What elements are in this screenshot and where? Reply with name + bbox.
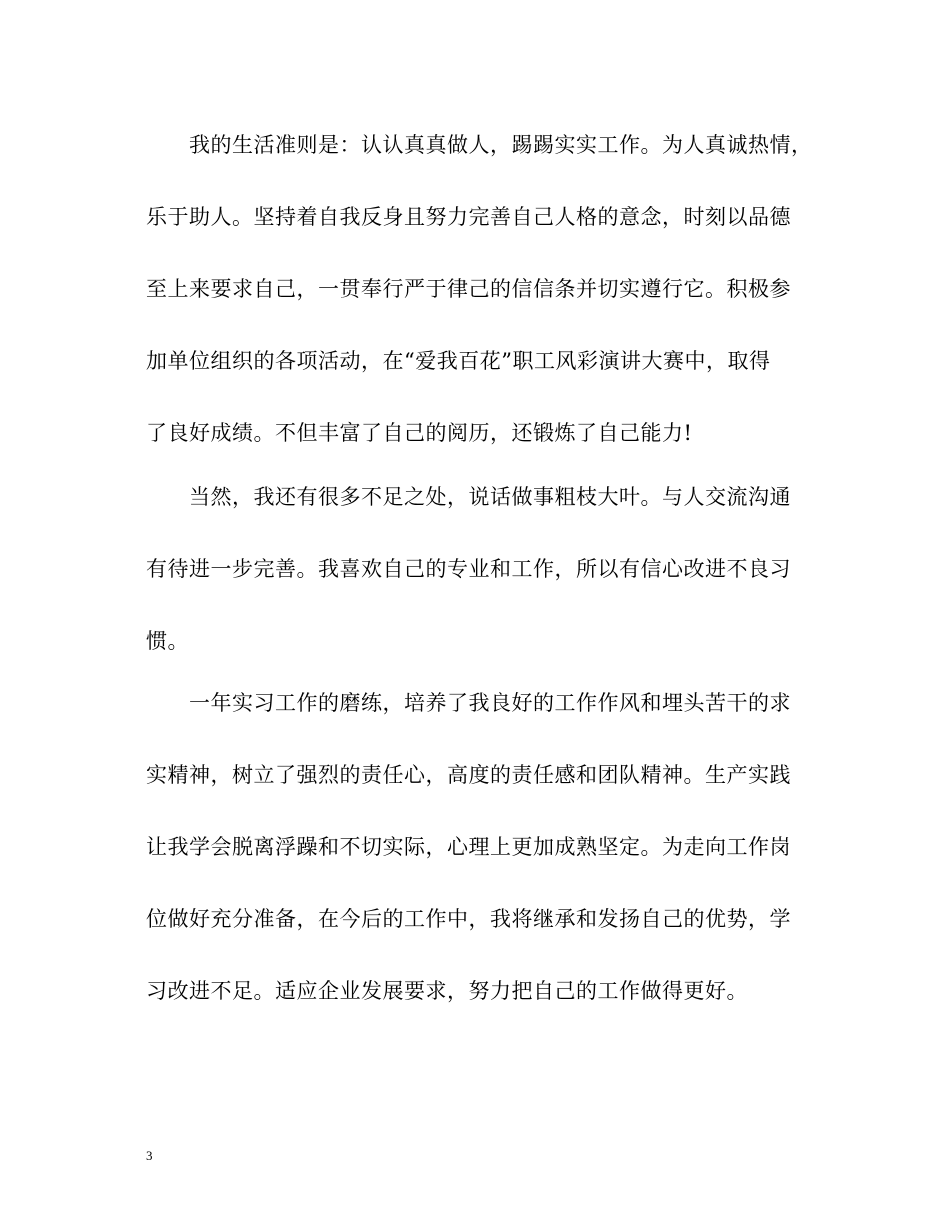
paragraph-3-line-5: 习改进不足。适应企业发展要求，努力把自己的工作做得更好。 [146,979,748,1003]
paragraph-1-line-1: 我的生活准则是：认认真真做人，踢踢实实工作。为人真诚热情， [189,133,813,157]
paragraph-1-line-3: 至上来要求自己，一贯奉行严于律己的信信条并切实遵行它。积极参 [146,277,791,301]
paragraph-3-line-2: 实精神，树立了强烈的责任心，高度的责任感和团队精神。生产实践 [146,763,791,787]
paragraph-2-line-1: 当然，我还有很多不足之处，说话做事粗枝大叶。与人交流沟通 [189,485,791,509]
paragraph-2-line-2: 有待进一步完善。我喜欢自己的专业和工作，所以有信心改进不良习 [146,557,791,581]
paragraph-3-line-4: 位做好充分准备，在今后的工作中，我将继承和发扬自己的优势，学 [146,907,791,931]
paragraph-2-line-3: 惯。 [146,629,189,653]
paragraph-1-line-2: 乐于助人。坚持着自我反身且努力完善自己人格的意念，时刻以品德 [146,205,791,229]
paragraph-1-line-5: 了良好成绩。不但丰富了自己的阅历，还锻炼了自己能力! [146,421,693,445]
paragraph-3-line-1: 一年实习工作的磨练，培养了我良好的工作作风和埋头苦干的求 [189,691,791,715]
paragraph-3-line-3: 让我学会脱离浮躁和不切实际，心理上更加成熟坚定。为走向工作岗 [146,835,791,859]
page-number: 3 [146,1148,153,1163]
paragraph-1-line-4: 加单位组织的各项活动，在“爱我百花”职工风彩演讲大赛中，取得 [146,349,771,373]
